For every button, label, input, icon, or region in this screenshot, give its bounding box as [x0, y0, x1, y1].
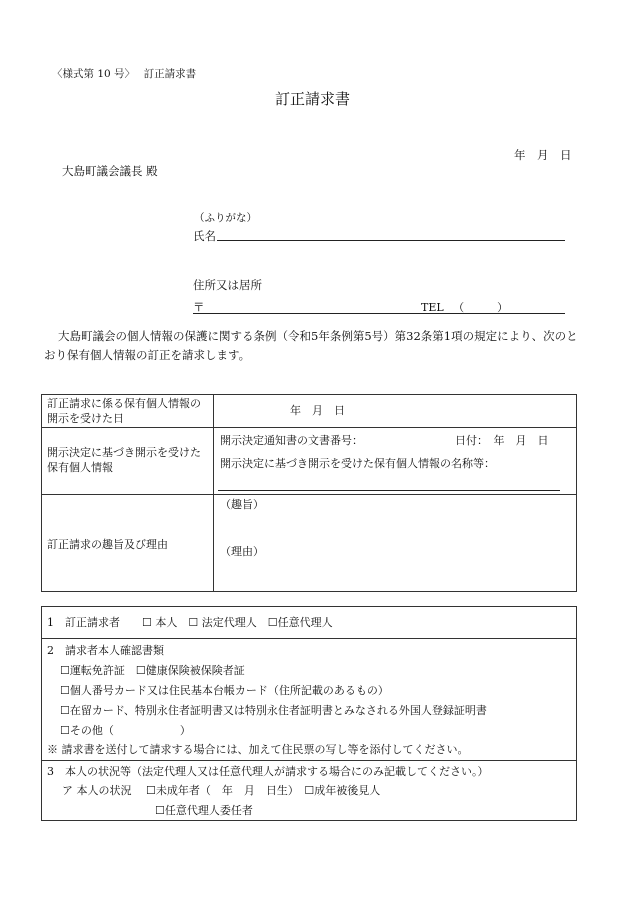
disclosed-info-name-field[interactable]: 開示決定に基づき開示を受けた保有個人情報の名称等：: [220, 457, 495, 470]
purpose-field[interactable]: （趣旨）: [220, 498, 264, 511]
requester-type-options[interactable]: 1 訂正請求者 ☐ 本人 ☐ 法定代理人 ☐任意代理人: [47, 616, 333, 629]
request-date: 年 月 日: [514, 148, 572, 162]
disclosure-date-field[interactable]: 年 月 日: [290, 404, 345, 417]
page-title: 訂正請求書: [275, 90, 351, 108]
notice-doc-number-field[interactable]: 開示決定通知書の文書番号：: [220, 434, 363, 447]
table1-divider: [213, 394, 214, 592]
form-number: 〈様式第 10 号〉 訂正請求書: [52, 68, 197, 80]
notice-date-field[interactable]: 日付： 年 月 日: [455, 434, 549, 447]
reason-field[interactable]: （理由）: [220, 545, 264, 558]
address-label: 住所又は居所: [193, 278, 262, 292]
principal-status-options[interactable]: ア 本人の状況 ☐未成年者（ 年 月 日生） ☐成年被後見人: [62, 784, 381, 797]
name-field[interactable]: [217, 240, 565, 241]
id-documents-title: 2 請求者本人確認書類: [47, 644, 164, 657]
table1-row-divider-1: [41, 427, 577, 428]
table2-row-divider-1: [41, 638, 577, 639]
table1-row-divider-2: [41, 494, 577, 495]
id-doc-option-license[interactable]: ☐運転免許証 ☐健康保険被保険者証: [60, 664, 245, 677]
info-name-underline: [218, 490, 560, 491]
address-field[interactable]: [193, 313, 565, 314]
principal-status-delegator[interactable]: ☐任意代理人委任者: [155, 804, 253, 817]
furigana-label: （ふりがな）: [194, 212, 257, 224]
disclosure-date-label: 訂正請求に係る保有個人情報の開示を受けた日: [47, 397, 201, 425]
id-doc-option-mynumber[interactable]: ☐個人番号カード又は住民基本台帳カード（住所記載のあるもの）: [60, 684, 389, 697]
disclosed-info-label: 開示決定に基づき開示を受けた保有個人情報: [47, 446, 201, 474]
id-doc-option-residence-card[interactable]: ☐在留カード、特別永住者証明書又は特別永住者証明書とみなされる外国人登録証明書: [60, 704, 487, 717]
postal-mark: 〒: [193, 300, 205, 314]
mailing-note: ※ 請求書を送付して請求する場合には、加えて住民票の写し等を添付してください。: [47, 743, 469, 756]
table2-row-divider-2: [41, 760, 577, 761]
name-label: 氏名: [193, 229, 216, 243]
tel-label: TEL （ ）: [421, 301, 509, 314]
principal-status-title: 3 本人の状況等（法定代理人又は任意代理人が請求する場合にのみ記載してください。）: [47, 765, 489, 778]
body-paragraph: 大島町議会の個人情報の保護に関する条例（令和5年条例第5号）第32条第1項の規定により、次のとおり保有個人情報の訂正を請求します。: [44, 329, 578, 362]
addressee: 大島町議会議長 殿: [62, 164, 158, 178]
id-doc-option-other[interactable]: ☐その他（ ）: [60, 724, 191, 737]
purpose-reason-label: 訂正請求の趣旨及び理由: [47, 538, 168, 551]
